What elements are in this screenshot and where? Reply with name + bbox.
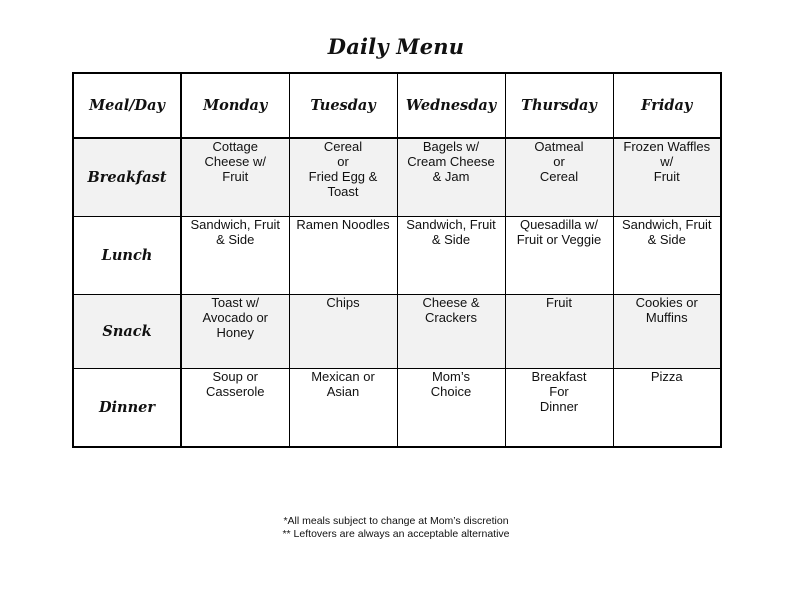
table-cell: Sandwich, Fruit & Side (397, 217, 505, 295)
table-cell: Sandwich, Fruit & Side (613, 217, 721, 295)
table-cell: Sandwich, Fruit & Side (181, 217, 289, 295)
page-title: Daily Menu (327, 34, 465, 59)
table-cell: Quesadilla w/ Fruit or Veggie (505, 217, 613, 295)
table-cell: Cheese & Crackers (397, 295, 505, 369)
day-header-wednesday: Wednesday (397, 73, 505, 138)
table-cell: Ramen Noodles (289, 217, 397, 295)
day-header-friday: Friday (613, 73, 721, 138)
meal-label-snack: Snack (73, 295, 181, 369)
meal-label-breakfast: Breakfast (73, 138, 181, 217)
day-header-thursday: Thursday (505, 73, 613, 138)
table-cell: Fruit (505, 295, 613, 369)
footnotes (0, 515, 792, 541)
table-cell: Oatmeal or Cereal (505, 138, 613, 217)
day-header-monday: Monday (181, 73, 289, 138)
table-cell: Mexican or Asian (289, 369, 397, 448)
header-row (73, 73, 721, 138)
table-cell: Cereal or Fried Egg & Toast (289, 138, 397, 217)
footnote-discretion: *All meals subject to change at Mom’s discretion (283, 515, 509, 527)
corner-header: Meal/Day (73, 73, 181, 138)
table-cell: Cottage Cheese w/ Fruit (181, 138, 289, 217)
footnote-leftovers: ** Leftovers are always an acceptable alternative (282, 528, 510, 540)
table-cell: Mom’s Choice (397, 369, 505, 448)
table-cell: Chips (289, 295, 397, 369)
table-row-breakfast (73, 138, 721, 217)
menu-table (72, 72, 722, 448)
meal-label-dinner: Dinner (73, 369, 181, 448)
table-row-dinner (73, 369, 721, 448)
table-cell: Toast w/ Avocado or Honey (181, 295, 289, 369)
table-row-snack (73, 295, 721, 369)
table-cell: Cookies or Muffins (613, 295, 721, 369)
table-cell: Frozen Waffles w/ Fruit (613, 138, 721, 217)
day-header-tuesday: Tuesday (289, 73, 397, 138)
table-cell: Pizza (613, 369, 721, 448)
table-cell: Soup or Casserole (181, 369, 289, 448)
table-cell: Breakfast For Dinner (505, 369, 613, 448)
meal-label-lunch: Lunch (73, 217, 181, 295)
table-row-lunch (73, 217, 721, 295)
table-cell: Bagels w/ Cream Cheese & Jam (397, 138, 505, 217)
